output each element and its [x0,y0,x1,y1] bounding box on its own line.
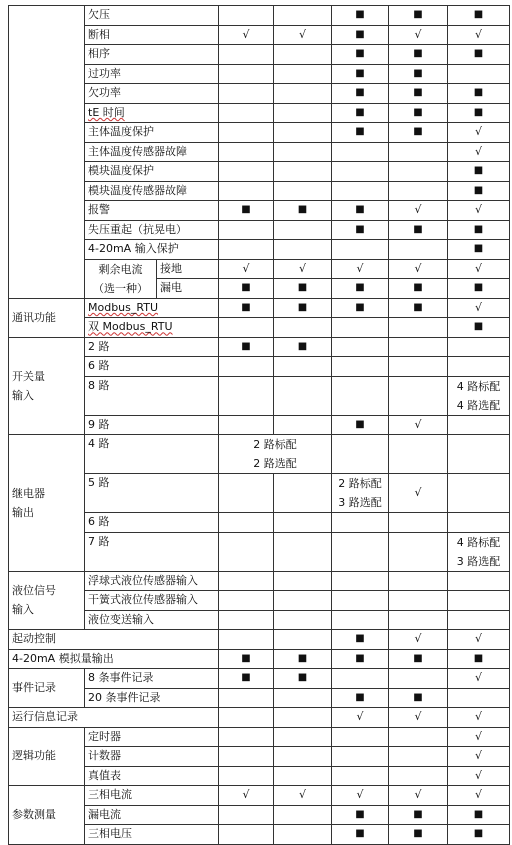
table-row [9,298,510,318]
empty-cell [274,610,332,630]
empty-cell [448,64,510,84]
check-mark: ■ [274,298,332,318]
empty-cell [219,727,274,747]
empty-cell [448,688,510,708]
category-label: 参数测量 [9,786,85,845]
check-mark: ■ [389,6,448,26]
row-label: 双 Modbus_RTU [85,318,219,338]
table-row [9,162,510,182]
check-mark: ■ [274,201,332,221]
check-mark: √ [448,727,510,747]
empty-cell [274,532,332,571]
table-row [9,571,510,591]
empty-cell [389,532,448,571]
check-mark: ■ [219,669,274,689]
table-row [9,805,510,825]
category-label: 继电器 输出 [9,435,85,572]
table-row [9,435,510,474]
check-mark: ■ [448,805,510,825]
empty-cell [219,766,274,786]
check-mark: ■ [448,103,510,123]
table-row [9,6,510,26]
empty-cell [389,318,448,338]
row-label: 6 路 [85,357,219,377]
empty-cell [389,747,448,767]
check-mark: ■ [332,220,389,240]
empty-cell [219,220,274,240]
row-label: 三相电流 [85,786,219,806]
check-mark: √ [389,786,448,806]
table-row [9,25,510,45]
table-row [9,825,510,845]
check-mark: ■ [274,337,332,357]
empty-cell [219,84,274,104]
empty-cell [219,103,274,123]
empty-cell [389,571,448,591]
table-row [9,84,510,104]
empty-cell [219,630,274,650]
config-note: 2 路标配 2 路选配 [219,435,332,474]
check-mark: ■ [389,688,448,708]
check-mark: √ [448,201,510,221]
row-label: 4 路 [85,435,219,474]
check-mark: ■ [448,220,510,240]
table-row [9,318,510,338]
check-mark: ■ [274,669,332,689]
check-mark: √ [389,201,448,221]
table-row [9,786,510,806]
empty-cell [274,415,332,435]
empty-cell [389,727,448,747]
sub-label: 接地 [157,259,219,279]
check-mark: ■ [332,103,389,123]
empty-cell [332,610,389,630]
empty-cell [274,357,332,377]
empty-cell [219,825,274,845]
empty-cell [389,142,448,162]
empty-cell [219,357,274,377]
check-mark: ■ [389,103,448,123]
empty-cell [219,240,274,260]
check-mark: ■ [332,45,389,65]
empty-cell [274,630,332,650]
empty-cell [219,688,274,708]
empty-cell [389,669,448,689]
empty-cell [219,142,274,162]
check-mark: √ [219,786,274,806]
empty-cell [274,727,332,747]
table-row [9,142,510,162]
check-mark: ■ [448,318,510,338]
empty-cell [332,669,389,689]
check-mark: √ [448,669,510,689]
table-row [9,357,510,377]
row-label: 起动控制 [9,630,219,650]
check-mark: √ [332,259,389,279]
row-label: 浮球式液位传感器输入 [85,571,219,591]
empty-cell [274,513,332,533]
check-mark: ■ [389,649,448,669]
table-row [9,259,510,279]
table-row [9,376,510,415]
table-row [9,240,510,260]
check-mark: ■ [448,279,510,299]
empty-cell [274,123,332,143]
empty-cell [448,610,510,630]
row-label: 模块温度保护 [85,162,219,182]
empty-cell [274,825,332,845]
row-label: 欠压 [85,6,219,26]
config-note: 4 路标配 3 路选配 [448,532,510,571]
empty-cell [389,376,448,415]
empty-cell [219,708,274,728]
check-mark: ■ [448,649,510,669]
check-mark: ■ [332,201,389,221]
table-row [9,532,510,571]
check-mark: ■ [332,630,389,650]
row-label: 断相 [85,25,219,45]
empty-cell [274,571,332,591]
empty-cell [219,747,274,767]
check-mark: √ [448,786,510,806]
empty-cell [219,805,274,825]
empty-cell [274,688,332,708]
table-row [9,415,510,435]
check-mark: ■ [389,298,448,318]
row-label: 主体温度传感器故障 [85,142,219,162]
table-row [9,669,510,689]
empty-cell [332,318,389,338]
table-row [9,747,510,767]
empty-cell [274,240,332,260]
check-mark: ■ [219,279,274,299]
row-label: 7 路 [85,532,219,571]
empty-cell [332,766,389,786]
check-mark: √ [448,142,510,162]
table-row [9,64,510,84]
check-mark: √ [219,259,274,279]
row-label: tE 时间 [85,103,219,123]
row-label: 欠功率 [85,84,219,104]
row-label: 失压重起（抗晃电） [85,220,219,240]
empty-cell [332,727,389,747]
check-mark: ■ [389,805,448,825]
empty-cell [219,474,274,513]
row-label: 相序 [85,45,219,65]
check-mark: ■ [332,123,389,143]
check-mark: ■ [332,25,389,45]
row-label: 三相电压 [85,825,219,845]
category-label: 逻辑功能 [9,727,85,786]
check-mark: √ [389,474,448,513]
check-mark: √ [389,630,448,650]
empty-cell [332,357,389,377]
row-label: 过功率 [85,64,219,84]
empty-cell [448,474,510,513]
empty-cell [274,142,332,162]
table-row [9,649,510,669]
empty-cell [389,240,448,260]
empty-cell [332,142,389,162]
check-mark: ■ [332,415,389,435]
empty-cell [389,337,448,357]
empty-cell [219,181,274,201]
empty-cell [219,45,274,65]
check-mark: √ [448,298,510,318]
row-label: 报警 [85,201,219,221]
empty-cell [274,376,332,415]
check-mark: ■ [389,279,448,299]
empty-cell [274,591,332,611]
table-row [9,181,510,201]
empty-cell [274,474,332,513]
check-mark: ■ [332,805,389,825]
empty-cell [389,591,448,611]
check-mark: √ [274,786,332,806]
check-mark: √ [274,259,332,279]
row-label: 干簧式液位传感器输入 [85,591,219,611]
table-row [9,766,510,786]
empty-cell [219,376,274,415]
empty-cell [448,337,510,357]
empty-cell [332,181,389,201]
empty-cell [389,162,448,182]
table-row [9,45,510,65]
empty-cell [274,318,332,338]
empty-cell [448,591,510,611]
check-mark: ■ [332,825,389,845]
row-label: 4-20mA 模拟量输出 [9,649,219,669]
table-row [9,123,510,143]
empty-cell [274,162,332,182]
check-mark: ■ [389,220,448,240]
empty-cell [332,376,389,415]
check-mark: √ [389,415,448,435]
check-mark: √ [219,25,274,45]
empty-cell [219,123,274,143]
config-note: 2 路标配 3 路选配 [332,474,389,513]
row-label: 主体温度保护 [85,123,219,143]
config-note: 4 路标配 4 路选配 [448,376,510,415]
check-mark: √ [448,766,510,786]
check-mark: ■ [448,825,510,845]
check-mark: √ [332,708,389,728]
row-label: 真值表 [85,766,219,786]
empty-cell [274,103,332,123]
check-mark: ■ [448,45,510,65]
category-label: 开关量 输入 [9,337,85,435]
empty-cell [219,591,274,611]
check-mark: √ [274,25,332,45]
empty-cell [448,513,510,533]
empty-cell [448,415,510,435]
empty-cell [389,610,448,630]
empty-cell [219,318,274,338]
check-mark: ■ [389,825,448,845]
table-row [9,727,510,747]
empty-cell [448,571,510,591]
table-row [9,474,510,513]
empty-cell [274,84,332,104]
table-row [9,513,510,533]
table-row [9,630,510,650]
check-mark: ■ [219,298,274,318]
empty-cell [389,357,448,377]
check-mark: ■ [448,162,510,182]
check-mark: ■ [389,45,448,65]
check-mark: ■ [448,84,510,104]
empty-cell [274,220,332,240]
table-row [9,708,510,728]
row-label: 液位变送输入 [85,610,219,630]
check-mark: √ [448,630,510,650]
table-row [9,201,510,221]
empty-cell [219,6,274,26]
empty-cell [219,571,274,591]
row-label: 剩余电流 （选一种） [85,259,157,298]
empty-cell [448,357,510,377]
row-label: 9 路 [85,415,219,435]
check-mark: ■ [332,688,389,708]
row-label: 2 路 [85,337,219,357]
category-label: 液位信号 输入 [9,571,85,630]
check-mark: ■ [274,279,332,299]
empty-cell [274,766,332,786]
check-mark: ■ [389,123,448,143]
empty-cell [219,610,274,630]
category-cell [9,6,85,299]
check-mark: √ [448,259,510,279]
check-mark: √ [448,25,510,45]
empty-cell [389,181,448,201]
empty-cell [389,766,448,786]
category-label: 事件记录 [9,669,85,708]
check-mark: √ [448,747,510,767]
empty-cell [219,415,274,435]
empty-cell [332,337,389,357]
row-label: 5 路 [85,474,219,513]
empty-cell [274,64,332,84]
empty-cell [389,513,448,533]
check-mark: ■ [332,649,389,669]
check-mark: ■ [448,6,510,26]
empty-cell [448,435,510,474]
check-mark: ■ [448,240,510,260]
check-mark: ■ [389,64,448,84]
row-label: Modbus_RTU [85,298,219,318]
row-label: 漏电流 [85,805,219,825]
sub-label: 漏电 [157,279,219,299]
row-label: 定时器 [85,727,219,747]
row-label: 6 路 [85,513,219,533]
table-row [9,220,510,240]
check-mark: √ [389,259,448,279]
category-label: 通讯功能 [9,298,85,337]
empty-cell [219,513,274,533]
check-mark: ■ [274,649,332,669]
row-label: 计数器 [85,747,219,767]
empty-cell [274,708,332,728]
empty-cell [332,747,389,767]
check-mark: ■ [332,298,389,318]
table-row [9,610,510,630]
empty-cell [332,240,389,260]
empty-cell [274,181,332,201]
check-mark: ■ [332,279,389,299]
empty-cell [219,64,274,84]
check-mark: √ [448,708,510,728]
table-row [9,688,510,708]
function-table [8,5,510,845]
table-row [9,103,510,123]
check-mark: √ [332,786,389,806]
empty-cell [219,162,274,182]
empty-cell [332,532,389,571]
empty-cell [332,513,389,533]
empty-cell [274,747,332,767]
empty-cell [274,45,332,65]
check-mark: ■ [219,337,274,357]
check-mark: ■ [332,84,389,104]
empty-cell [332,591,389,611]
row-label: 模块温度传感器故障 [85,181,219,201]
check-mark: ■ [389,84,448,104]
empty-cell [332,435,389,474]
row-label: 4-20mA 输入保护 [85,240,219,260]
row-label: 8 条事件记录 [85,669,219,689]
row-label: 20 条事件记录 [85,688,219,708]
table-row [9,337,510,357]
empty-cell [332,571,389,591]
empty-cell [274,6,332,26]
check-mark: √ [389,25,448,45]
check-mark: ■ [219,649,274,669]
empty-cell [274,805,332,825]
check-mark: ■ [448,181,510,201]
check-mark: ■ [219,201,274,221]
row-label top: 8 路 [85,376,219,415]
check-mark: ■ [332,64,389,84]
empty-cell [219,532,274,571]
check-mark: √ [448,123,510,143]
table-row [9,591,510,611]
check-mark: √ [389,708,448,728]
check-mark: ■ [332,6,389,26]
row-label: 运行信息记录 [9,708,219,728]
empty-cell [389,435,448,474]
empty-cell [332,162,389,182]
